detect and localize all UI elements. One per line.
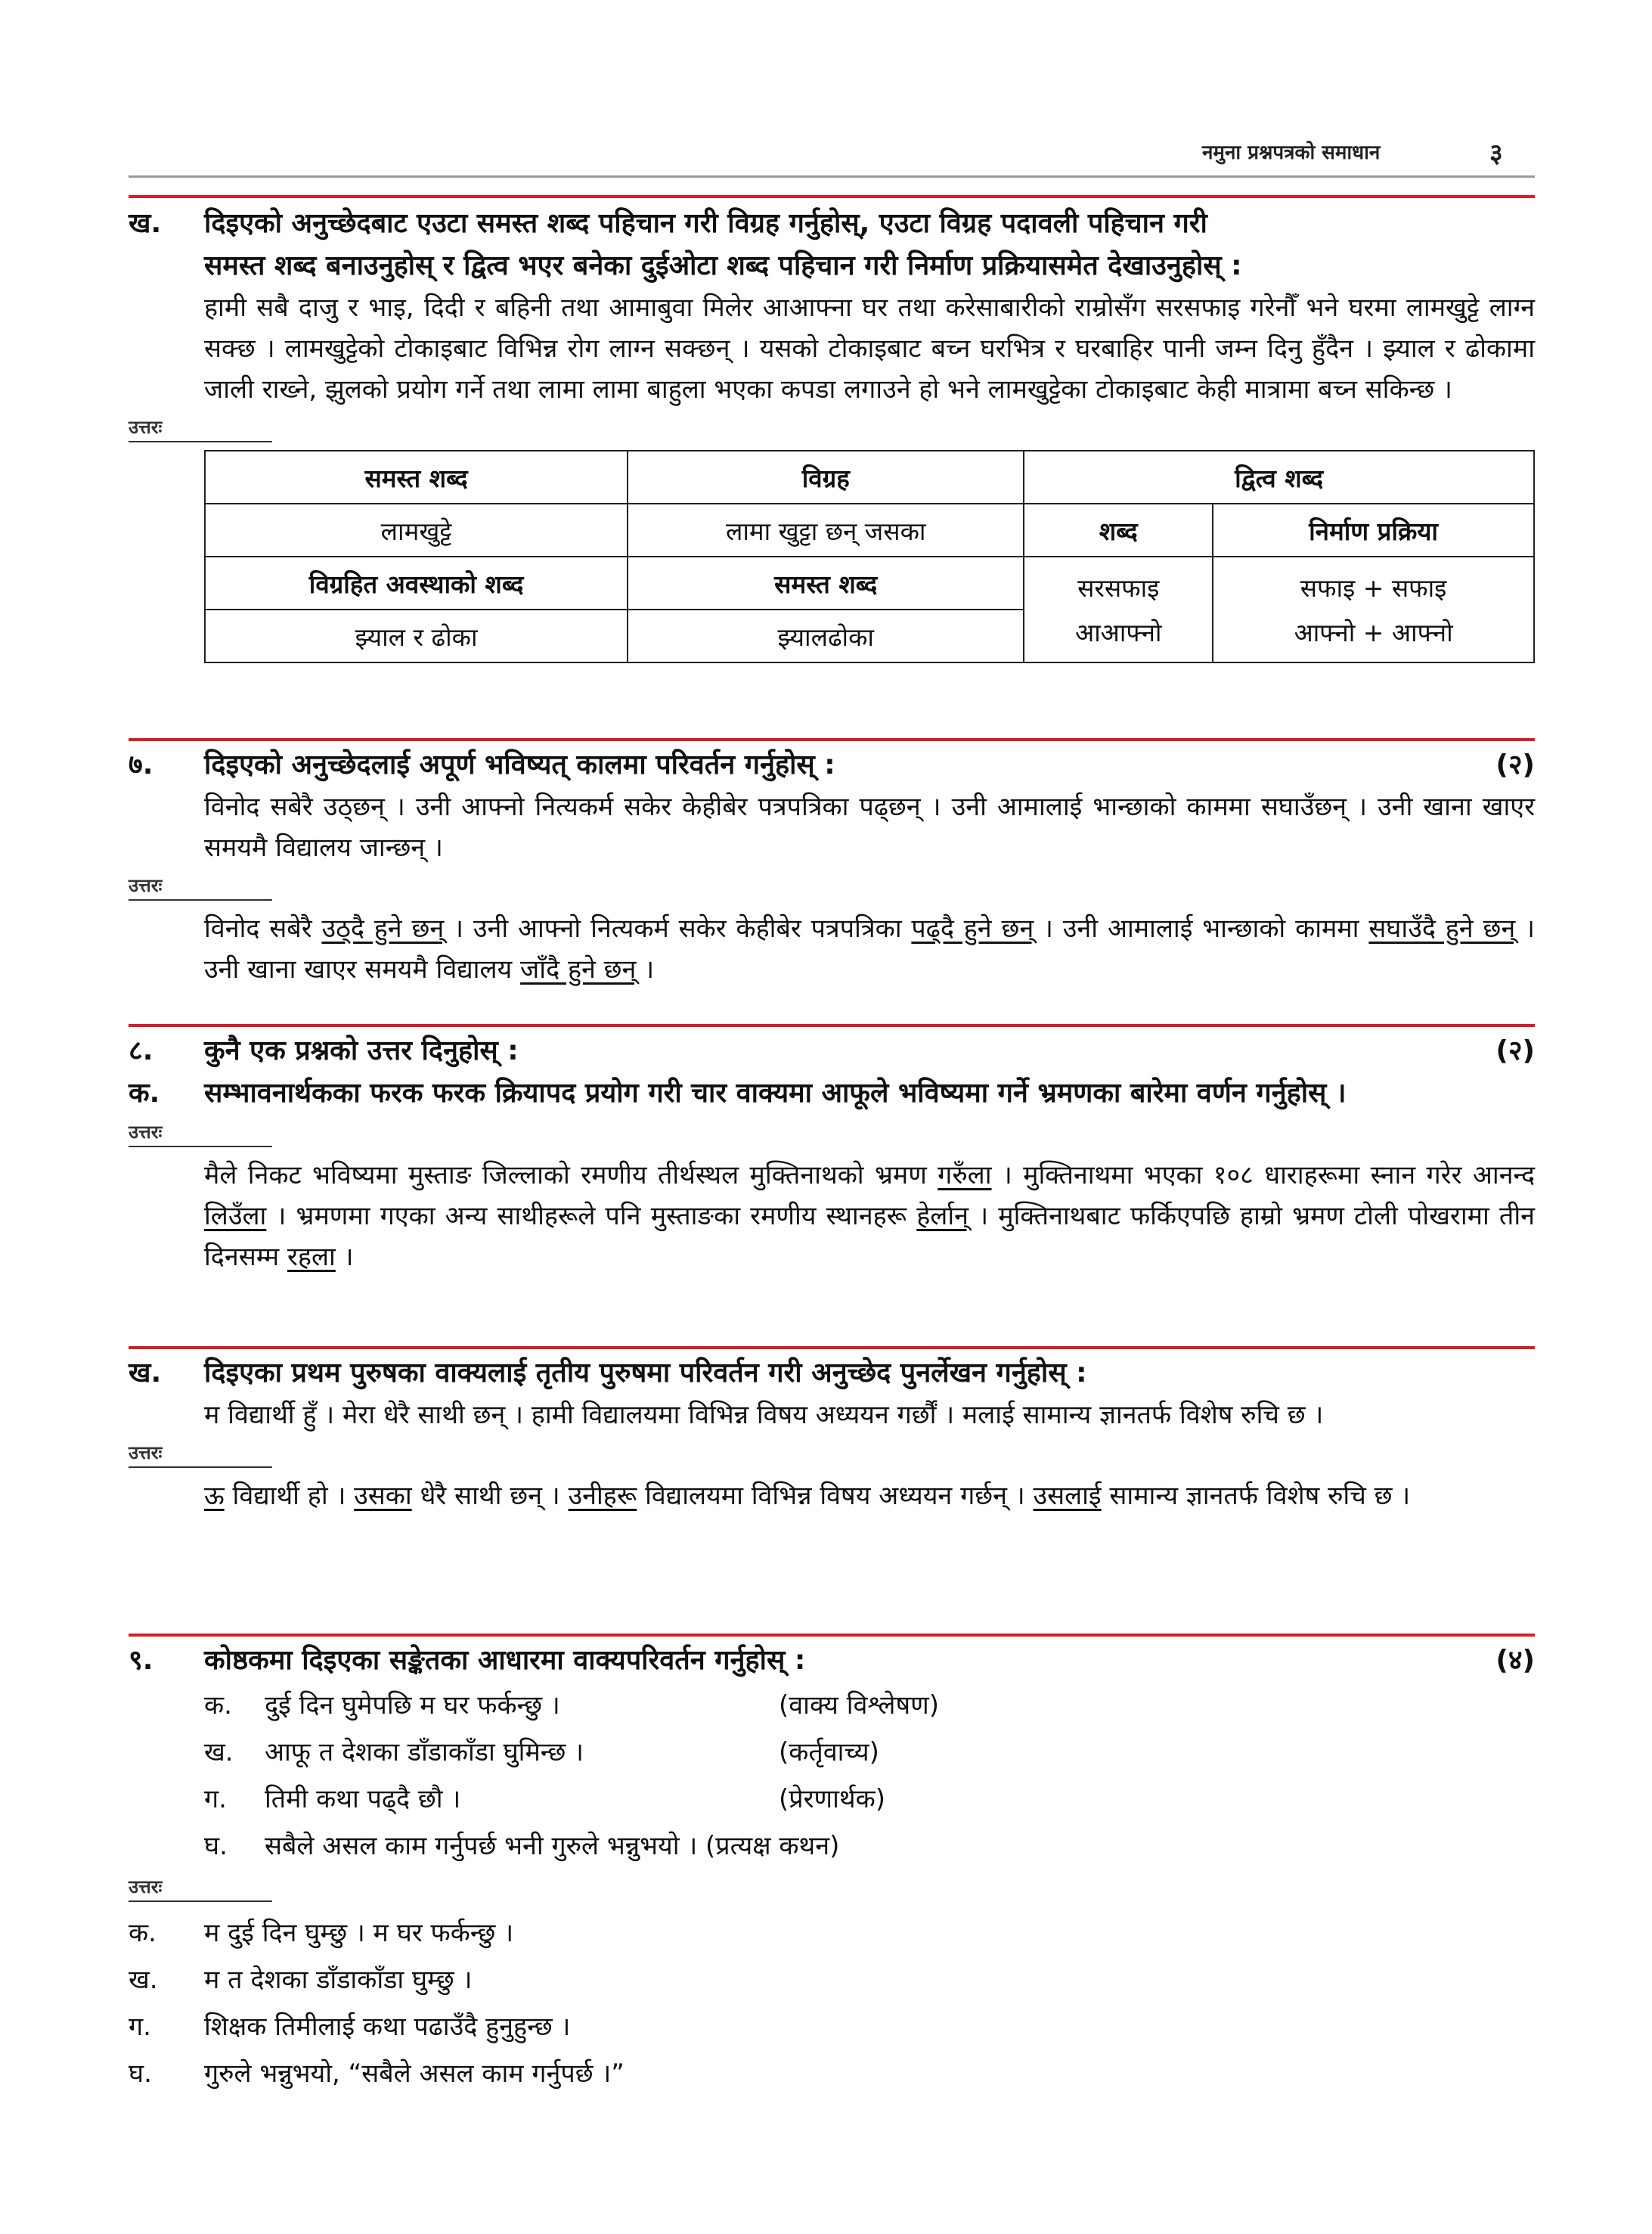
sub-question-number: क.	[129, 1078, 160, 1109]
question-text: कोष्ठकमा दिइएका सङ्केतका आधारमा वाक्यपरिवर्तन गर्नुहोस् :	[204, 1645, 806, 1676]
answer-label: उत्तरः	[129, 1874, 272, 1902]
question-text: दिइएको अनुच्छेदलाई अपूर्ण भविष्यत् कालमा परिवर्तन गर्नुहोस् :	[204, 749, 835, 780]
list-item: घ. गुरुले भन्नुभयो, “सबैले असल काम गर्नुपर्छ ।”	[129, 2059, 625, 2089]
sub-question-text: दिइएका प्रथम पुरुषका वाक्यलाई तृतीय पुरुषमा परिवर्तन गरी अनुच्छेद पुनर्लेखन गर्नुहोस् :	[204, 1357, 1087, 1388]
answer-label: उत्तरः	[129, 1440, 272, 1468]
passage: हामी सबै दाजु र भाइ, दिदी र बहिनी तथा आमाबुवा मिलेर आआफ्ना घर तथा करेसाबारीको राम्रोसँग सरसफाइ गरेनौँ भने घरमा लामखुट्टे लाग्न सक्छ । लामखुट्टेको टोकाइबाट विभिन्न रोग लाग्न सक्छन् । यसको टोकाइबाट बच्न घरभित्र र घरबाहिर पानी जम्न दिनु हुँदैन । झ्याल र ढोकामा जाली राख्ने, झुलको प्रयोग गर्ने तथा लामा लामा बाहुला भएका कपडा लगाउने हो भने लामखुट्टेका टोकाइबाट केही मात्रामा बच्न सकिन्छ ।	[204, 293, 1535, 405]
answer-label: उत्तरः	[129, 873, 272, 901]
list-item: घ. सबैले असल काम गर्नुपर्छ भनी गुरुले भन्नुभयो । (प्रत्यक्ष कथन)	[204, 1831, 840, 1861]
question-number: ९.	[129, 1645, 153, 1676]
question-6-kha	[129, 203, 1535, 663]
answer-text: ऊ विद्यार्थी हो । उसका धेरै साथी छन् । उनीहरू विद्यालयमा विभिन्न विषय अध्ययन गर्छन् । उसलाई सामान्य ज्ञानतर्फ विशेष रुचि छ ।	[204, 1481, 1411, 1511]
answer-text: विनोद सबेरै उठ्दै हुने छन् । उनी आफ्नो नित्यकर्म सकेर केहीबेर पत्रपत्रिका पढ्दै हुने छन् । उनी आमालाई भान्छाको काममा सघाउँदै हुने छन् । उनी खाना खाएर समयमै विद्यालय जाँदै हुने छन् ।	[204, 914, 1535, 985]
list-item: ख. आफू त देशका डाँडाकाँडा घुमिन्छ । (कर्तृवाच्य)	[204, 1737, 879, 1767]
table-cell: लामखुट्टे	[205, 504, 628, 557]
table-header: समस्त शब्द	[628, 557, 1024, 610]
table-header: शब्द	[1024, 504, 1213, 557]
divider	[129, 738, 1535, 741]
divider	[129, 195, 1535, 198]
divider	[129, 1346, 1535, 1349]
table-cell: सफाइ + सफाइ आफ्नो + आफ्नो	[1213, 557, 1534, 662]
answer-text: मैले निकट भविष्यमा मुस्ताङ जिल्लाको रमणीय तीर्थस्थल मुक्तिनाथको भ्रमण गरुँला । मुक्तिनाथमा भएका १०८ धाराहरूमा स्नान गरेर आनन्द लिउँला । भ्रमणमा गएका अन्य साथीहरूले पनि मुस्ताङका रमणीय स्थानहरू हेर्लान् । मुक्तिनाथबाट फर्किएपछि हाम्रो भ्रमण टोली पोखरामा तीन दिनसम्म रहला ।	[204, 1160, 1535, 1272]
question-8	[129, 1030, 1535, 1277]
answer-label: उत्तरः	[129, 414, 272, 442]
divider	[129, 1024, 1535, 1027]
marks: (२)	[1495, 749, 1535, 780]
table-header: समस्त शब्द	[205, 451, 628, 504]
page-number: ३	[1489, 138, 1503, 169]
table-header: निर्माण प्रक्रिया	[1213, 504, 1534, 557]
sub-question-text: सम्भावनार्थकका फरक फरक क्रियापद प्रयोग गरी चार वाक्यमा आफूले भविष्यमा गर्ने भ्रमणका बारेमा वर्णन गर्नुहोस् ।	[204, 1078, 1347, 1109]
header-rule	[129, 175, 1535, 178]
answer-label: उत्तरः	[129, 1119, 272, 1147]
question-7	[129, 744, 1535, 990]
passage: म विद्यार्थी हुँ । मेरा धेरै साथी छन् । हामी विद्यालयमा विभिन्न विषय अध्ययन गर्छौं । मलाई सामान्य ज्ञानतर्फ विशेष रुचि छ ।	[204, 1400, 1324, 1430]
question-text: दिइएको अनुच्छेदबाट एउटा समस्त शब्द पहिचान गरी विग्रह गर्नुहोस्, एउटा विग्रह पदावली पहिचान गरी समस्त शब्द बनाउनुहोस् र द्वित्व भएर बनेका दुईओटा शब्द पहिचान गरी निर्माण प्रक्रियासमेत देखाउनुहोस् :	[204, 208, 1242, 281]
table-cell: सरसफाइ आआफ्नो	[1024, 557, 1213, 662]
question-number: ७.	[129, 749, 153, 780]
question-8-kha	[129, 1352, 1535, 1516]
divider	[129, 1634, 1535, 1637]
table-cell: झ्याल र ढोका	[205, 610, 628, 662]
question-number: ख.	[129, 208, 162, 239]
sub-question-number: ख.	[129, 1357, 162, 1388]
list-item: ग. तिमी कथा पढ्दै छौ । (प्रेरणार्थक)	[204, 1784, 886, 1814]
answer-list	[129, 1910, 1535, 2097]
question-number: ८.	[129, 1035, 153, 1066]
list-item: ख. म त देशका डाँडाकाँडा घुम्छु ।	[129, 1965, 473, 1995]
page-header-title: नमुना प्रश्नपत्रको समाधान	[1202, 141, 1381, 164]
passage: विनोद सबेरै उठ्छन् । उनी आफ्नो नित्यकर्म सकेर केहीबेर पत्रपत्रिका पढ्छन् । उनी आमालाई भान्छाको काममा सघाउँछन् । उनी खाना खाएर समयमै विद्यालय जान्छन् ।	[204, 792, 1535, 863]
table-cell: झ्यालढोका	[628, 610, 1024, 662]
table-header: द्वित्व शब्द	[1024, 451, 1534, 504]
answer-table	[204, 450, 1535, 663]
sub-items	[129, 1682, 1535, 1869]
marks: (२)	[1495, 1035, 1535, 1066]
table-header: विग्रहित अवस्थाको शब्द	[205, 557, 628, 610]
list-item: क. दुई दिन घुमेपछि म घर फर्कन्छु । (वाक्य विश्लेषण)	[204, 1690, 939, 1720]
table-header: विग्रह	[628, 451, 1024, 504]
list-item: ग. शिक्षक तिमीलाई कथा पढाउँदै हुनुहुन्छ ।	[129, 2012, 571, 2042]
table-cell: लामा खुट्टा छन् जसका	[628, 504, 1024, 557]
question-text: कुनै एक प्रश्नको उत्तर दिनुहोस् :	[204, 1035, 519, 1066]
marks: (४)	[1495, 1645, 1535, 1676]
list-item: क. म दुई दिन घुम्छु । म घर फर्कन्छु ।	[129, 1918, 514, 1948]
question-9	[129, 1640, 1535, 2097]
